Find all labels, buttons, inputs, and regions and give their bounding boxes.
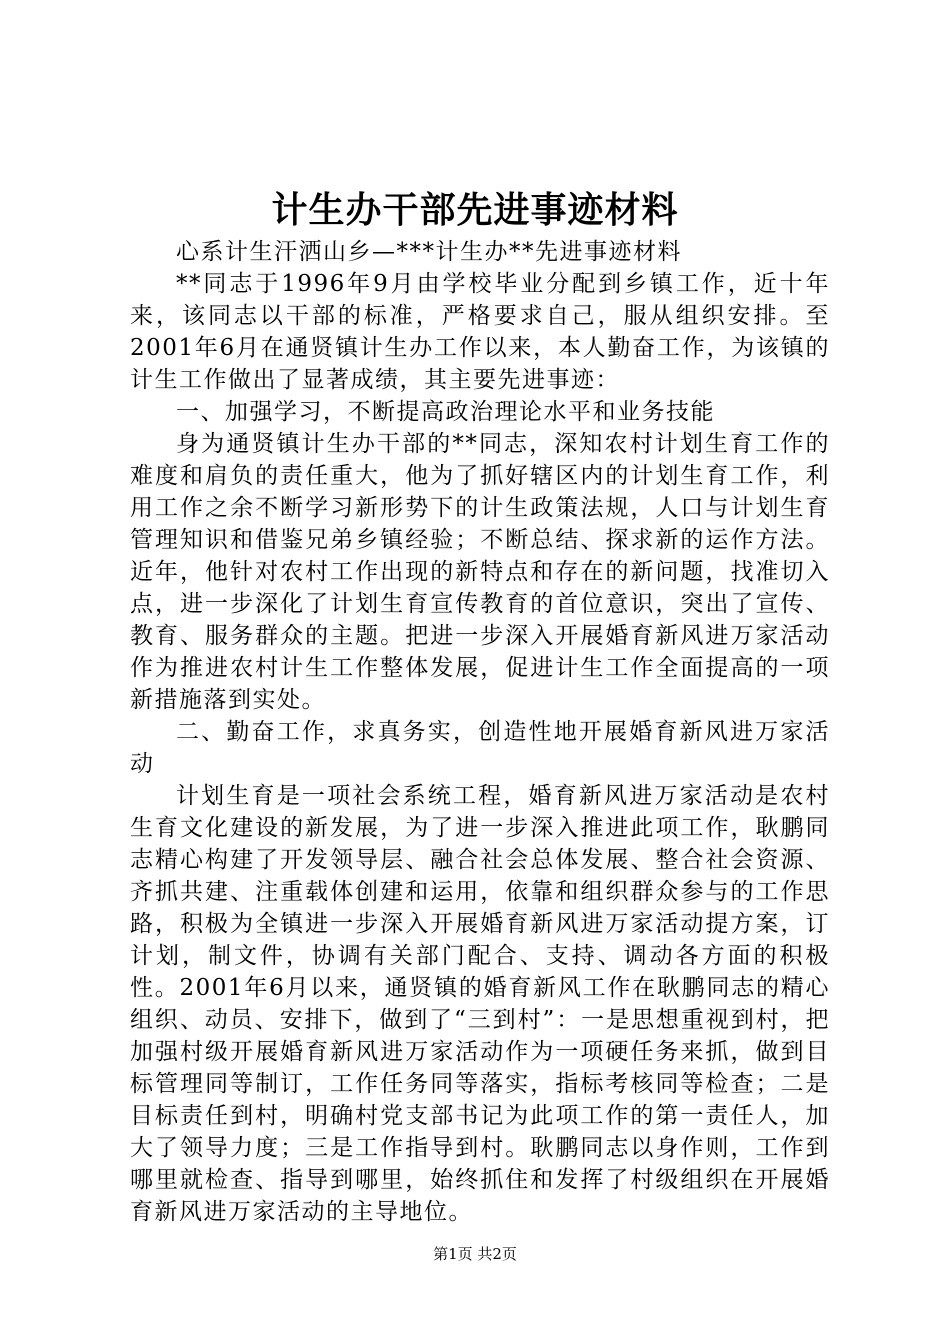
page-footer: 第1页 共2页 <box>433 1245 517 1263</box>
intro-paragraph: **同志于1996年9月由学校毕业分配到乡镇工作，近十年来，该同志以干部的标准，严格要求自己，服从组织安排。至2001年6月在通贤镇计生办工作以来，本人勤奋工作，为该镇的计生工作做出了显著成绩，其主要先进事迹： <box>130 271 830 393</box>
section-heading-1: 一、加强学习，不断提高政治理论水平和业务技能 <box>176 399 715 425</box>
page-title: 计生办干部先进事迹材料 <box>271 189 679 231</box>
subtitle-paragraph: 心系计生汗洒山乡—***计生办**先进事迹材料 <box>176 239 682 265</box>
section-body-1: 身为通贤镇计生办干部的**同志，深知农村计划生育工作的难度和肩负的责任重大，他为了抓好辖区内的计划生育工作，利用工作之余不断学习新形势下的计生政策法规，人口与计划生育管理知识和借鉴兄弟乡镇经验；不断总结、探求新的运作方法。近年，他针对农村工作出现的新特点和存在的新问题，找准切入点，进一步深化了计划生育宣传教育的首位意识，突出了宣传、教育、服务群众的主题。把进一步深入开展婚育新风进万家活动作为推进农村计生工作整体发展，促进计生工作全面提高的一项新措施落到实处。 <box>130 431 830 713</box>
document-body <box>130 236 830 1228</box>
section-body-2: 计划生育是一项社会系统工程，婚育新风进万家活动是农村生育文化建设的新发展，为了进一步深入推进此项工作，耿鹏同志精心构建了开发领导层、融合社会总体发展、整合社会资源、齐抓共建、注重载体创建和运用，依靠和组织群众参与的工作思路，积极为全镇进一步深入开展婚育新风进万家活动提方案，订计划，制文件，协调有关部门配合、支持、调动各方面的积极性。2001年6月以来，通贤镇的婚育新风工作在耿鹏同志的精心组织、动员、安排下，做到了“三到村”：一是思想重视到村，把加强村级开展婚育新风进万家活动作为一项硬任务来抓，做到目标管理同等制订，工作任务同等落实，指标考核同等检查；二是目标责任到村，明确村党支部书记为此项工作的第一责任人，加大了领导力度；三是工作指导到村。耿鹏同志以身作则，工作到哪里就检查、指导到哪里，始终抓住和发挥了村级组织在开展婚育新风进万家活动的主导地位。 <box>130 783 830 1225</box>
section-heading-2: 二、勤奋工作，求真务实，创造性地开展婚育新风进万家活动 <box>130 719 830 777</box>
